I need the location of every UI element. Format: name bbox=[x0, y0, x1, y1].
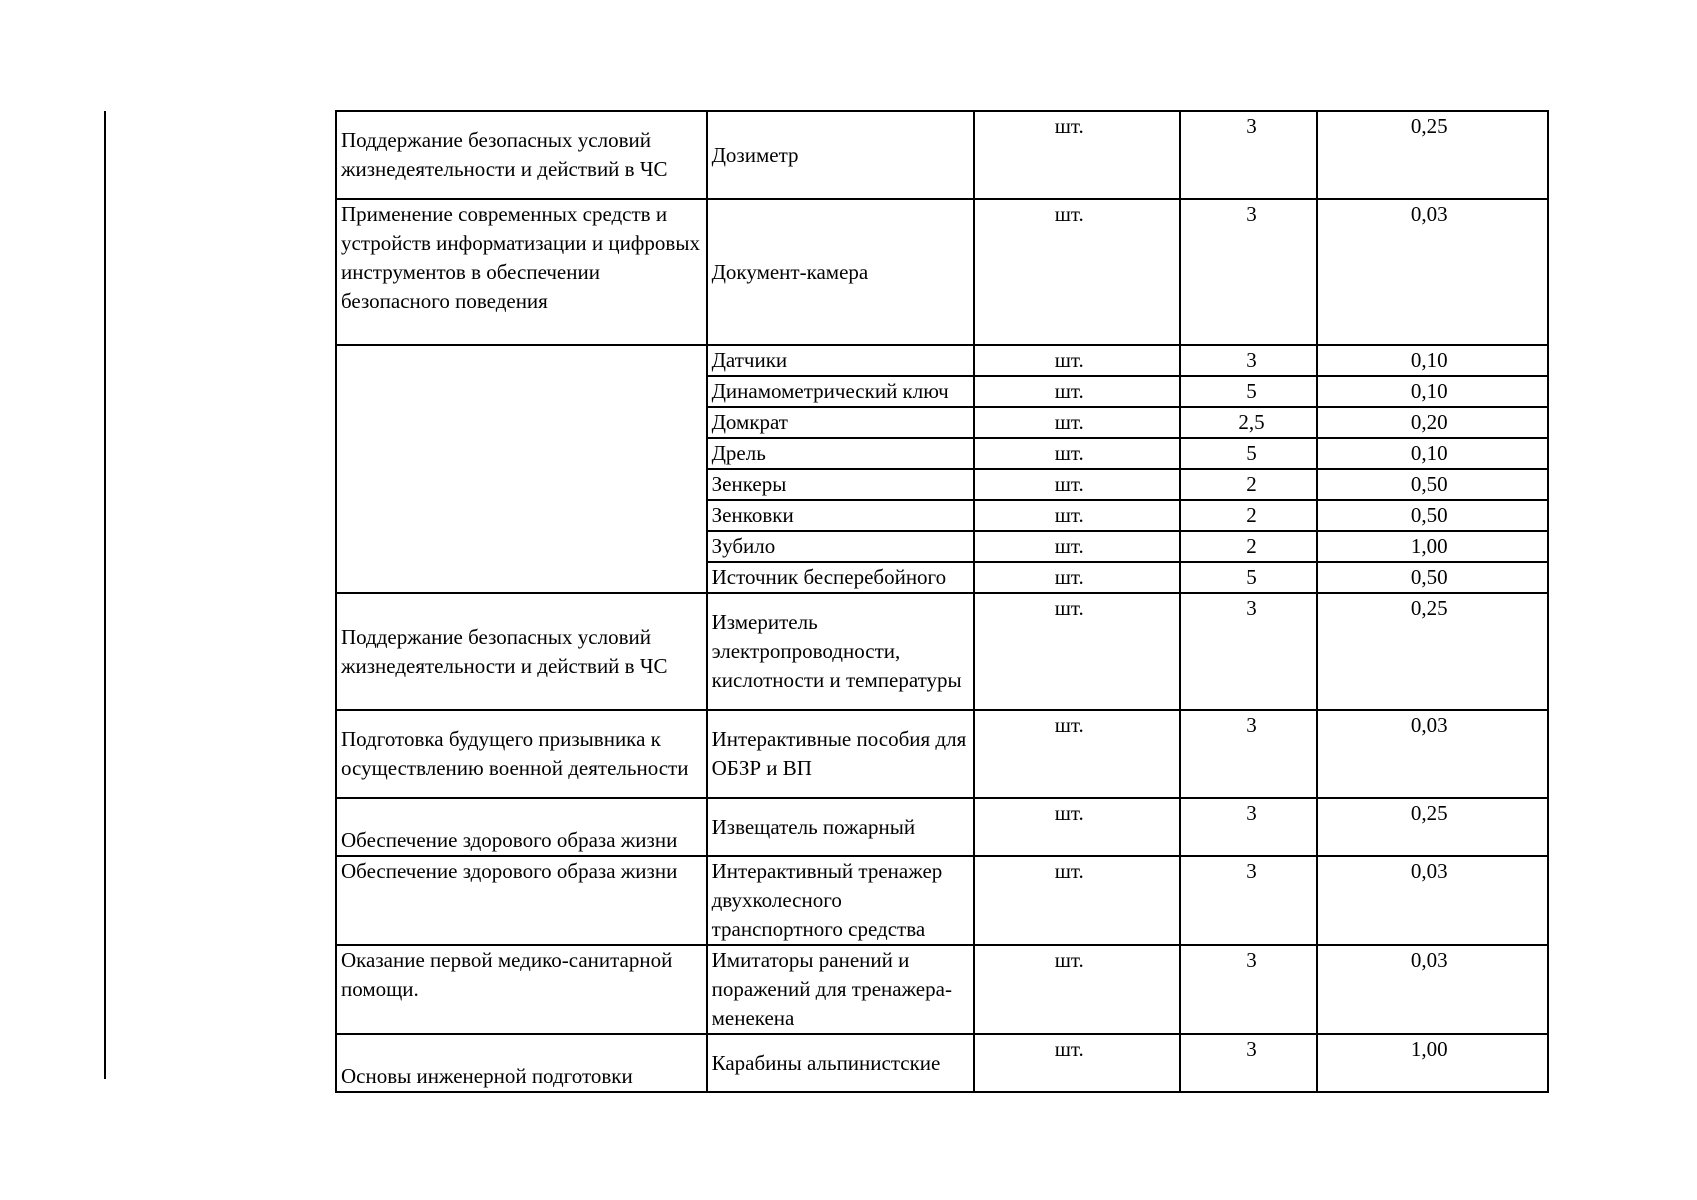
topic-cell: Поддержание безопасных условий жизнедеятельности и действий в ЧС bbox=[336, 593, 707, 710]
item-cell: Имитаторы ранений и поражений для тренажера-менекена bbox=[707, 945, 974, 1034]
item-cell: Зенкеры bbox=[707, 469, 974, 500]
quantity-cell: 3 bbox=[1180, 945, 1316, 1034]
item-cell: Интерактивные пособия для ОБЗР и ВП bbox=[707, 710, 974, 798]
coefficient-cell: 0,50 bbox=[1317, 562, 1548, 593]
unit-cell: шт. bbox=[974, 345, 1180, 376]
coefficient-cell: 0,25 bbox=[1317, 111, 1548, 199]
item-cell: Динамометрический ключ bbox=[707, 376, 974, 407]
item-cell: Карабины альпинистские bbox=[707, 1034, 974, 1092]
item-cell: Дозиметр bbox=[707, 111, 974, 199]
table-row bbox=[336, 710, 1548, 798]
quantity-cell: 2 bbox=[1180, 500, 1316, 531]
item-cell: Документ-камера bbox=[707, 199, 974, 345]
unit-cell: шт. bbox=[974, 1034, 1180, 1092]
unit-cell: шт. bbox=[974, 199, 1180, 345]
item-cell: Зубило bbox=[707, 531, 974, 562]
unit-cell: шт. bbox=[974, 407, 1180, 438]
unit-cell: шт. bbox=[974, 856, 1180, 945]
topic-cell-empty bbox=[336, 345, 707, 593]
quantity-cell: 2 bbox=[1180, 469, 1316, 500]
table-row bbox=[336, 345, 1548, 376]
table-row bbox=[336, 199, 1548, 345]
table-row bbox=[336, 1034, 1548, 1092]
unit-cell: шт. bbox=[974, 438, 1180, 469]
coefficient-cell: 0,03 bbox=[1317, 945, 1548, 1034]
coefficient-cell: 0,03 bbox=[1317, 710, 1548, 798]
quantity-cell: 3 bbox=[1180, 1034, 1316, 1092]
coefficient-cell: 0,10 bbox=[1317, 345, 1548, 376]
quantity-cell: 3 bbox=[1180, 199, 1316, 345]
quantity-cell: 3 bbox=[1180, 710, 1316, 798]
quantity-cell: 3 bbox=[1180, 111, 1316, 199]
coefficient-cell: 0,20 bbox=[1317, 407, 1548, 438]
coefficient-cell: 0,25 bbox=[1317, 593, 1548, 710]
quantity-cell: 5 bbox=[1180, 438, 1316, 469]
topic-cell: Обеспечение здорового образа жизни bbox=[336, 798, 707, 856]
coefficient-cell: 0,03 bbox=[1317, 199, 1548, 345]
quantity-cell: 2 bbox=[1180, 531, 1316, 562]
item-cell: Источник бесперебойного bbox=[707, 562, 974, 593]
unit-cell: шт. bbox=[974, 945, 1180, 1034]
topic-cell: Оказание первой медико-санитарной помощи. bbox=[336, 945, 707, 1034]
quantity-cell: 2,5 bbox=[1180, 407, 1316, 438]
item-cell: Измеритель электропроводности, кислотности и температуры bbox=[707, 593, 974, 710]
unit-cell: шт. bbox=[974, 798, 1180, 856]
quantity-cell: 3 bbox=[1180, 856, 1316, 945]
item-cell: Интерактивный тренажер двухколесного транспортного средства bbox=[707, 856, 974, 945]
coefficient-cell: 0,10 bbox=[1317, 376, 1548, 407]
unit-cell: шт. bbox=[974, 500, 1180, 531]
table-row bbox=[336, 111, 1548, 199]
item-cell: Зенковки bbox=[707, 500, 974, 531]
unit-cell: шт. bbox=[974, 531, 1180, 562]
unit-cell: шт. bbox=[974, 710, 1180, 798]
quantity-cell: 3 bbox=[1180, 593, 1316, 710]
topic-cell: Применение современных средств и устройств информатизации и цифровых инструментов в обеспечении безопасного поведения bbox=[336, 199, 707, 345]
table-row bbox=[336, 856, 1548, 945]
item-cell: Домкрат bbox=[707, 407, 974, 438]
coefficient-cell: 1,00 bbox=[1317, 1034, 1548, 1092]
quantity-cell: 3 bbox=[1180, 798, 1316, 856]
unit-cell: шт. bbox=[974, 376, 1180, 407]
coefficient-cell: 0,50 bbox=[1317, 500, 1548, 531]
table-row bbox=[336, 593, 1548, 710]
quantity-cell: 5 bbox=[1180, 376, 1316, 407]
quantity-cell: 3 bbox=[1180, 345, 1316, 376]
table-row bbox=[336, 945, 1548, 1034]
topic-cell: Подготовка будущего призывника к осуществлению военной деятельности bbox=[336, 710, 707, 798]
topic-cell: Основы инженерной подготовки bbox=[336, 1034, 707, 1092]
quantity-cell: 5 bbox=[1180, 562, 1316, 593]
topic-cell: Поддержание безопасных условий жизнедеятельности и действий в ЧС bbox=[336, 111, 707, 199]
coefficient-cell: 0,50 bbox=[1317, 469, 1548, 500]
coefficient-cell: 0,10 bbox=[1317, 438, 1548, 469]
item-cell: Дрель bbox=[707, 438, 974, 469]
topic-cell: Обеспечение здорового образа жизни bbox=[336, 856, 707, 945]
unit-cell: шт. bbox=[974, 111, 1180, 199]
coefficient-cell: 0,03 bbox=[1317, 856, 1548, 945]
item-cell: Датчики bbox=[707, 345, 974, 376]
unit-cell: шт. bbox=[974, 469, 1180, 500]
item-cell: Извещатель пожарный bbox=[707, 798, 974, 856]
unit-cell: шт. bbox=[974, 593, 1180, 710]
coefficient-cell: 1,00 bbox=[1317, 531, 1548, 562]
page-margin-line bbox=[104, 111, 106, 1079]
coefficient-cell: 0,25 bbox=[1317, 798, 1548, 856]
equipment-table bbox=[335, 110, 1549, 1093]
unit-cell: шт. bbox=[974, 562, 1180, 593]
table-row bbox=[336, 798, 1548, 856]
